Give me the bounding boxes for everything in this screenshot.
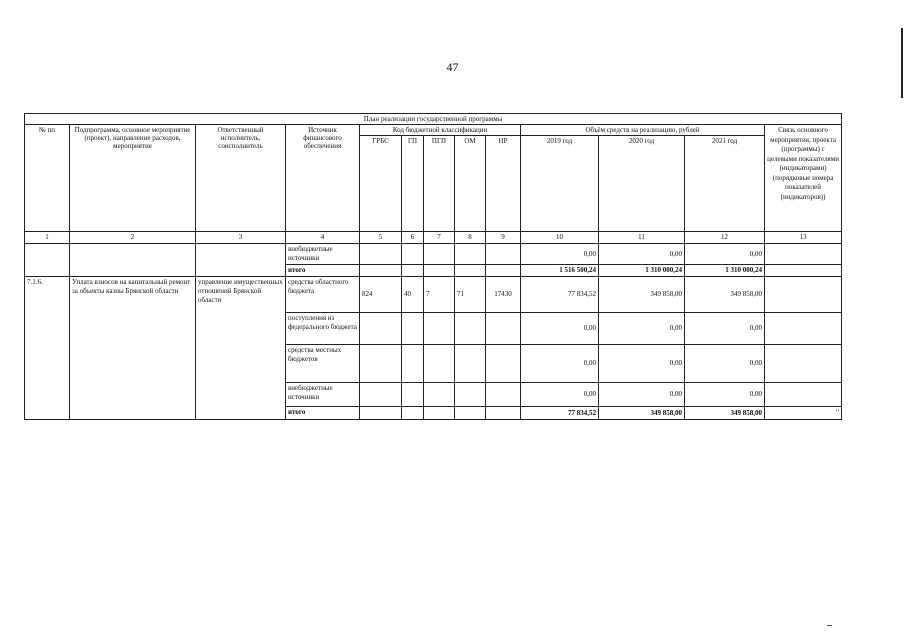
cell-om xyxy=(455,244,486,265)
cell-nr xyxy=(486,313,521,345)
cell-grbs xyxy=(360,244,402,265)
cell-nr xyxy=(486,383,521,407)
cell-2021-total: 1 310 000,24 xyxy=(685,265,765,277)
cell-2020-total: 349 858,00 xyxy=(599,407,685,420)
cell-gp xyxy=(402,265,424,277)
cell-source: поступления из федерального бюджета xyxy=(286,313,360,345)
cell-nr xyxy=(486,244,521,265)
header-subprogram: Подпрограмма, основное мероприятие (проект), направление расходов, мероприятие xyxy=(70,125,196,232)
col-number: 4 xyxy=(286,232,360,244)
cell-link xyxy=(765,383,842,407)
header-responsible: Ответственный исполнитель, соисполнитель xyxy=(196,125,286,232)
col-number: 13 xyxy=(765,232,842,244)
cell-om xyxy=(455,345,486,383)
cell-om xyxy=(455,313,486,345)
col-number: 11 xyxy=(599,232,685,244)
scan-edge-tick xyxy=(827,625,832,626)
trailing-mark: " xyxy=(835,408,840,417)
cell-2020: 0,00 xyxy=(599,244,685,265)
cell-2020: 0,00 xyxy=(599,345,685,383)
page-number: 47 xyxy=(446,60,459,74)
cell-pgp xyxy=(424,265,455,277)
cell-gp xyxy=(402,313,424,345)
cell-2021: 349 858,00 xyxy=(685,277,765,313)
col-number: 10 xyxy=(521,232,599,244)
cell-gp xyxy=(402,407,424,420)
cell-grbs xyxy=(360,407,402,420)
scan-edge-mark xyxy=(901,28,903,98)
header-2019: 2019 год xyxy=(521,136,599,232)
header-budget-code: Код бюджетной классификации xyxy=(360,125,521,136)
cell-item-responsible: управление имущественных отношений Брянской области xyxy=(196,277,286,420)
cell-2020: 0,00 xyxy=(599,383,685,407)
cell-om xyxy=(455,265,486,277)
plan-title: План реализации государственной программы xyxy=(25,114,842,125)
header-volume: Объём средств на реализацию, рублей xyxy=(521,125,765,136)
col-number: 1 xyxy=(25,232,70,244)
cell-gp xyxy=(402,244,424,265)
program-plan-table xyxy=(24,113,842,420)
cell-grbs xyxy=(360,313,402,345)
table-row xyxy=(25,244,842,265)
cell-empty xyxy=(25,244,70,277)
cell-grbs xyxy=(360,383,402,407)
cell-gp xyxy=(402,383,424,407)
cell-empty xyxy=(196,244,286,277)
cell-source: внебюджетные источники xyxy=(286,383,360,407)
col-number: 7 xyxy=(424,232,455,244)
cell-source: внебюджетные источники xyxy=(286,244,360,265)
cell-link xyxy=(765,277,842,313)
header-pgp: ПГП xyxy=(424,136,455,232)
col-number: 3 xyxy=(196,232,286,244)
header-num: № пп xyxy=(25,125,70,232)
cell-link xyxy=(765,407,842,420)
header-grbs: ГРБС xyxy=(360,136,402,232)
cell-link xyxy=(765,244,842,265)
cell-om xyxy=(455,407,486,420)
cell-2019: 0,00 xyxy=(521,383,599,407)
cell-link xyxy=(765,313,842,345)
cell-2019-total: 1 516 500,24 xyxy=(521,265,599,277)
cell-2020: 0,00 xyxy=(599,313,685,345)
header-om: ОМ xyxy=(455,136,486,232)
cell-pgp xyxy=(424,345,455,383)
cell-om: 71 xyxy=(455,277,486,313)
cell-item-name: Уплата взносов на капитальный ремонт за объекты казны Брянской области xyxy=(70,277,196,420)
cell-2021: 0,00 xyxy=(685,383,765,407)
cell-empty xyxy=(70,244,196,277)
cell-pgp xyxy=(424,313,455,345)
cell-2019: 0,00 xyxy=(521,313,599,345)
col-number: 9 xyxy=(486,232,521,244)
cell-link xyxy=(765,265,842,277)
cell-item-num: 7.1.6. xyxy=(25,277,70,420)
header-2021: 2021 год xyxy=(685,136,765,232)
header-link: Связь основного мероприятия, проекта (программы) с целевыми показателями (индикаторами) (порядковые номера показателей (индикаторов)) xyxy=(765,125,842,232)
header-gp: ГП xyxy=(402,136,424,232)
cell-2021: 0,00 xyxy=(685,345,765,383)
cell-nr xyxy=(486,407,521,420)
cell-pgp: 7 xyxy=(424,277,455,313)
cell-source-total: итого xyxy=(286,407,360,420)
cell-2019: 0,00 xyxy=(521,244,599,265)
col-number: 12 xyxy=(685,232,765,244)
cell-2021: 0,00 xyxy=(685,244,765,265)
cell-grbs xyxy=(360,265,402,277)
col-number: 2 xyxy=(70,232,196,244)
table-row xyxy=(25,277,842,313)
cell-gp: 40 xyxy=(402,277,424,313)
cell-nr xyxy=(486,265,521,277)
header-source: Источник финансового обеспечения xyxy=(286,125,360,232)
cell-nr xyxy=(486,345,521,383)
cell-2019: 77 834,52 xyxy=(521,277,599,313)
cell-link xyxy=(765,345,842,383)
cell-source-total: итого xyxy=(286,265,360,277)
cell-2020-total: 1 310 000,24 xyxy=(599,265,685,277)
cell-gp xyxy=(402,345,424,383)
cell-pgp xyxy=(424,407,455,420)
cell-grbs: 824 xyxy=(360,277,402,313)
cell-2020: 349 858,00 xyxy=(599,277,685,313)
header-2020: 2020 год xyxy=(599,136,685,232)
cell-pgp xyxy=(424,244,455,265)
cell-pgp xyxy=(424,383,455,407)
cell-source: средства областного бюджета xyxy=(286,277,360,313)
cell-source: средства местных бюджетов xyxy=(286,345,360,383)
header-nr: НР xyxy=(486,136,521,232)
col-number: 8 xyxy=(455,232,486,244)
cell-2019-total: 77 834,52 xyxy=(521,407,599,420)
cell-2019: 0,00 xyxy=(521,345,599,383)
col-number: 6 xyxy=(402,232,424,244)
cell-om xyxy=(455,383,486,407)
cell-2021-total: 349 858,00 xyxy=(685,407,765,420)
cell-2021: 0,00 xyxy=(685,313,765,345)
cell-nr: 17430 xyxy=(486,277,521,313)
cell-grbs xyxy=(360,345,402,383)
col-number: 5 xyxy=(360,232,402,244)
